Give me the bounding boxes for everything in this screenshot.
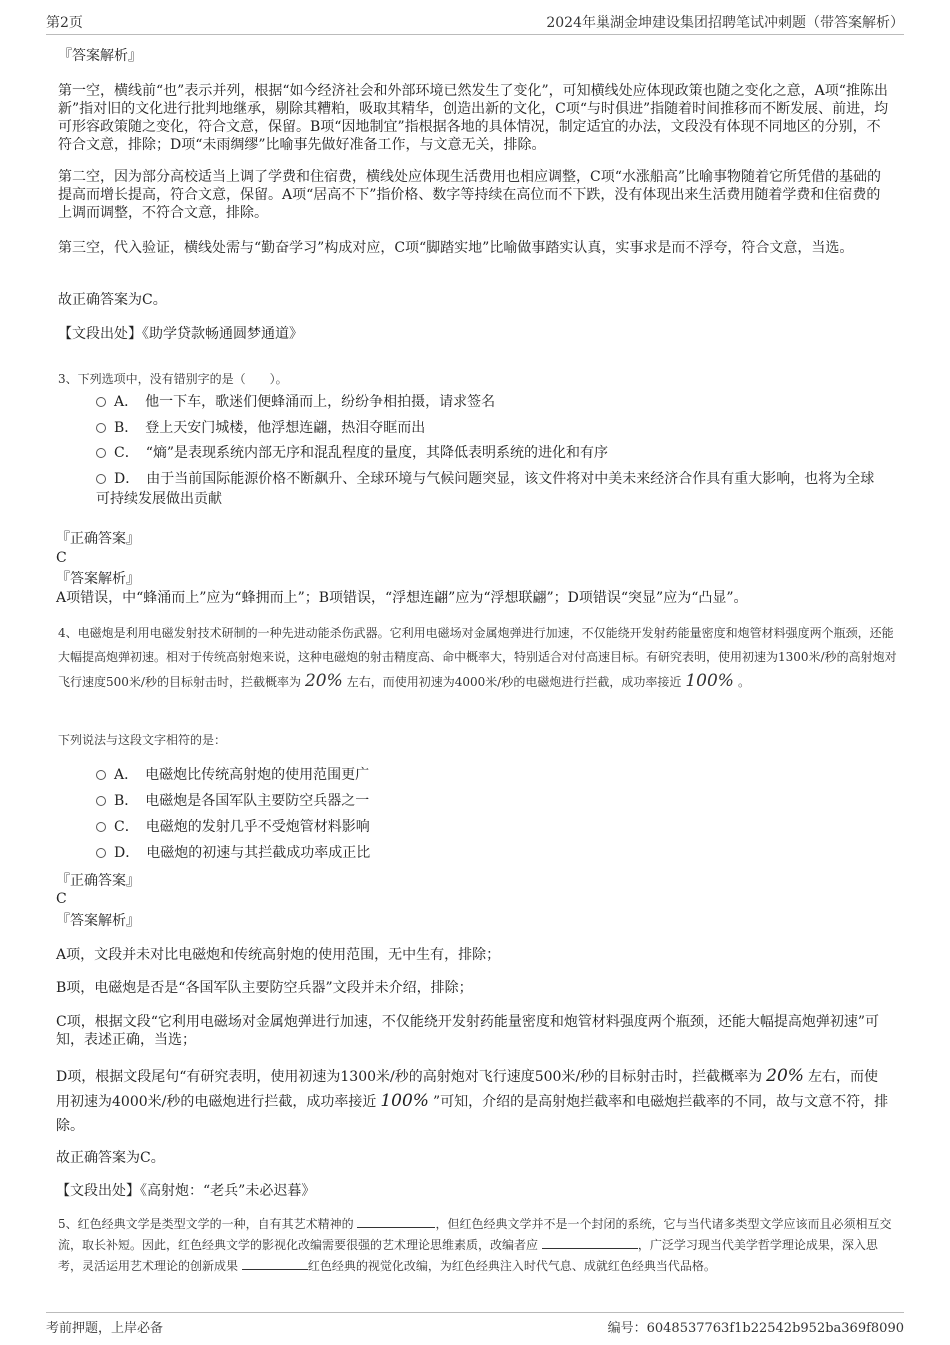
percent-100: 100%: [685, 671, 734, 691]
page-number: 第2页: [46, 15, 83, 31]
q3-option-d[interactable]: D． 由于当前国际能源价格不断飙升、全球环境与气候问题突显，该文件将对中美未来经济合作具有重大影响，也将为全球可持续发展做出贡献: [96, 471, 875, 507]
q3-analysis: A项错误，中“蜂涌而上”应为“蜂拥而上”；B项错误，“浮想连翩”应为“浮想联翩”；D项错误“突显”应为“凸显”。: [56, 590, 748, 606]
q4-option-b[interactable]: B． 电磁炮是各国军队主要防空兵器之一: [96, 791, 896, 811]
radio-icon[interactable]: [96, 448, 106, 458]
q4-answer: C: [56, 891, 67, 907]
radio-icon[interactable]: [96, 423, 106, 433]
q4-analysis-heading: 『答案解析』: [56, 913, 140, 929]
q4-option-c[interactable]: C． 电磁炮的发射几乎不受炮管材料影响: [96, 817, 896, 837]
percent-100: 100%: [380, 1091, 429, 1111]
q5-stem: 5、红色经典文学是类型文学的一种，自有其艺术精神的 ，但红色经典文学并不是一个封闭的系统，它与当代诸多类型文学应该而且必须相互交流，取长补短。因此，红色经典文学的影视化改编需要很强的艺术理论思维素质，改编者应 ，广泛学习现当代美学哲学理论成果，深入思考，灵活运用艺术理论的创新成果 红色经典的视觉化改编，为红色经典注入时代气息、成就红色经典当代品格。: [58, 1217, 892, 1273]
document-id: 编号：6048537763f1b22542b952ba369f8090: [607, 1321, 904, 1336]
q2-analysis-para2: 第二空，因为部分高校适当上调了学费和住宿费，横线处应体现生活费用也相应调整，C项“水涨船高”比喻事物随着它所凭借的基础的提高而增长提高，符合文意，保留。A项“居高不下”指价格、数字等持续在高位而不下跌，没有体现出来生活费用随着学费和住宿费的上调而调整，不符合文意，排除。: [58, 169, 882, 221]
q3-option-a[interactable]: A． 他一下车，歌迷们便蜂涌而上，纷纷争相拍摄，请求签名: [96, 392, 896, 412]
q2-source: 【文段出处】《助学贷款畅通圆梦通道》: [58, 326, 303, 342]
page-footer: [46, 1312, 904, 1339]
q4-analysis-d: D项，根据文段尾句“有研究表明，使用初速为1300米/秒的高射炮对飞行速度500米/秒的目标射击时，拦截概率为 20% 左右，而使用初速为4000米/秒的电磁炮进行拦截，成功率接近 100% ”可知，介绍的是高射炮拦截率和电磁炮拦截率的不同，故与文意不符，排除。: [56, 1066, 889, 1134]
radio-icon[interactable]: [96, 796, 106, 806]
q4-conclusion: 故正确答案为C。: [56, 1150, 165, 1166]
document-title: 2024年巢湖金坤建设集团招聘笔试冲刺题（带答案解析）: [546, 15, 904, 31]
q2-analysis-para1: 第一空，横线前“也”表示并列，根据“如今经济社会和外部环境已然发生了变化”，可知横线处应体现政策也随之变化之意，A项“推陈出新”指对旧的文化进行批判地继承，剔除其糟粕，吸取其精华，创造出新的文化，C项“与时俱进”指随着时间推移而不断发展、前进，均可形容政策随之变化，符合文意，保留。B项“因地制宜”指根据各地的具体情况，制定适宜的办法，文段没有体现不同地区的分别，不符合文意，排除；D项“未雨绸缪”比喻事先做好准备工作，与文意无关，排除。: [58, 83, 889, 153]
percent-20: 20%: [766, 1066, 804, 1086]
q2-analysis-para3: 第三空，代入验证，横线处需与“勤奋学习”构成对应，C项“脚踏实地”比喻做事踏实认真，实事求是而不浮夸，符合文意，当选。: [58, 240, 854, 256]
radio-icon[interactable]: [96, 848, 106, 858]
q4-source: 【文段出处】《高射炮：“老兵”未必迟暮》: [56, 1183, 316, 1199]
radio-icon[interactable]: [96, 770, 106, 780]
blank-3[interactable]: [242, 1257, 308, 1270]
q2-analysis-heading: 『答案解析』: [58, 48, 142, 64]
page-header: [46, 12, 904, 35]
percent-20: 20%: [304, 671, 343, 691]
blank-2[interactable]: [542, 1236, 638, 1249]
q4-analysis-c: C项，根据文段“它利用电磁场对金属炮弹进行加速，不仅能绕开发射药能量密度和炮管材料强度两个瓶颈，还能大幅提高炮弹初速”可知，表述正确，当选；: [56, 1014, 880, 1048]
q2-conclusion: 故正确答案为C。: [58, 292, 167, 308]
q4-analysis-a: A项，文段并未对比电磁炮和传统高射炮的使用范围，无中生有，排除；: [56, 947, 501, 963]
q4-analysis-b: B项，电磁炮是否是“各国军队主要防空兵器”文段并未介绍，排除；: [56, 980, 473, 996]
q4-stem: 4、电磁炮是利用电磁发射技术研制的一种先进动能杀伤武器。它利用电磁场对金属炮弹进行加速，不仅能绕开发射药能量密度和炮管材料强度两个瓶颈，还能大幅提高炮弹初速。相对于传统高射炮来说，这种电磁炮的射击精度高、命中概率大，特别适合对付高速目标。有研究表明，使用初速为1300米/秒的高射炮对飞行速度500米/秒的目标射击时，拦截概率为 20% 左右，而使用初速为4000米/秒的电磁炮进行拦截，成功率接近 100% 。: [58, 626, 897, 691]
q4-answer-heading: 『正确答案』: [56, 873, 140, 889]
q3-answer: C: [56, 550, 67, 566]
q3-option-b[interactable]: B． 登上天安门城楼，他浮想连翩，热泪夺眶而出: [96, 418, 896, 438]
radio-icon[interactable]: [96, 474, 106, 484]
radio-icon[interactable]: [96, 822, 106, 832]
q4-option-d[interactable]: D． 电磁炮的初速与其拦截成功率成正比: [96, 843, 896, 863]
q3-option-c[interactable]: C． “熵”是表现系统内部无序和混乱程度的量度，其降低表明系统的进化和有序: [96, 443, 896, 463]
blank-1[interactable]: [357, 1215, 435, 1228]
q3-stem: 3、下列选项中，没有错别字的是（ ）。: [58, 372, 288, 386]
q3-answer-heading: 『正确答案』: [56, 531, 140, 547]
q4-option-a[interactable]: A． 电磁炮比传统高射炮的使用范围更广: [96, 765, 896, 785]
radio-icon[interactable]: [96, 397, 106, 407]
footer-slogan: 考前押题，上岸必备: [46, 1321, 164, 1336]
q4-prompt: 下列说法与这段文字相符的是：: [58, 733, 227, 747]
q3-analysis-heading: 『答案解析』: [56, 571, 140, 587]
